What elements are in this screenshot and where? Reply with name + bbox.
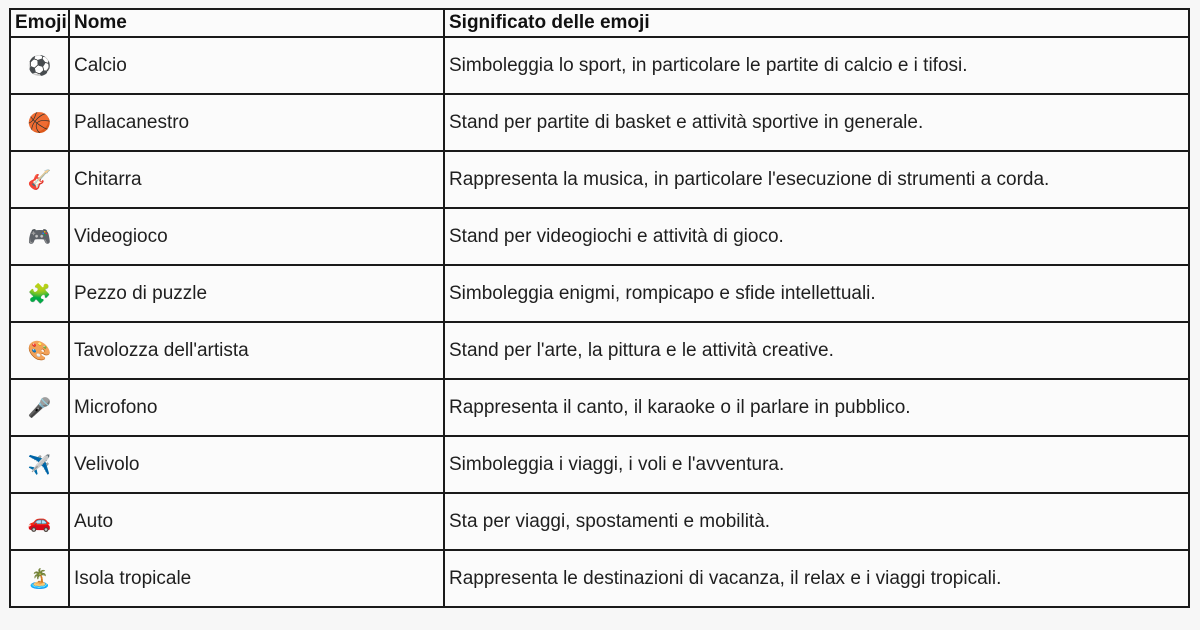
- emoji-cell: [10, 436, 69, 493]
- microphone-icon: 🎤: [27, 397, 52, 419]
- meaning-cell: Simboleggia i viaggi, i voli e l'avventura.: [444, 436, 1189, 493]
- header-emoji: Emoji: [10, 9, 69, 37]
- meaning-cell: Stand per l'arte, la pittura e le attività creative.: [444, 322, 1189, 379]
- automobile-icon: 🚗: [27, 511, 52, 533]
- emoji-cell: [10, 379, 69, 436]
- table-row: [10, 322, 1189, 379]
- meaning-cell: Simboleggia lo sport, in particolare le partite di calcio e i tifosi.: [444, 37, 1189, 94]
- emoji-cell: [10, 151, 69, 208]
- video-game-controller-icon: 🎮: [27, 226, 52, 248]
- meaning-cell: Rappresenta il canto, il karaoke o il parlare in pubblico.: [444, 379, 1189, 436]
- emoji-cell: [10, 322, 69, 379]
- airplane-icon: ✈️: [27, 454, 52, 476]
- meaning-cell: Stand per videogiochi e attività di gioco.: [444, 208, 1189, 265]
- emoji-cell: [10, 94, 69, 151]
- name-cell: Chitarra: [69, 151, 444, 208]
- puzzle-piece-icon: 🧩: [27, 283, 52, 305]
- name-cell: Pezzo di puzzle: [69, 265, 444, 322]
- table-row: [10, 379, 1189, 436]
- table-row: [10, 37, 1189, 94]
- emoji-cell: [10, 37, 69, 94]
- basketball-icon: 🏀: [27, 112, 52, 134]
- name-cell: Tavolozza dell'artista: [69, 322, 444, 379]
- name-cell: Isola tropicale: [69, 550, 444, 607]
- desert-island-icon: 🏝️: [27, 568, 52, 590]
- name-cell: Pallacanestro: [69, 94, 444, 151]
- meaning-cell: Simboleggia enigmi, rompicapo e sfide intellettuali.: [444, 265, 1189, 322]
- table-row: [10, 493, 1189, 550]
- table-row: [10, 151, 1189, 208]
- meaning-cell: Rappresenta le destinazioni di vacanza, il relax e i viaggi tropicali.: [444, 550, 1189, 607]
- emoji-cell: [10, 550, 69, 607]
- emoji-cell: [10, 265, 69, 322]
- table-header-row: [10, 9, 1189, 37]
- meaning-cell: Rappresenta la musica, in particolare l'esecuzione di strumenti a corda.: [444, 151, 1189, 208]
- name-cell: Calcio: [69, 37, 444, 94]
- meaning-cell: Sta per viaggi, spostamenti e mobilità.: [444, 493, 1189, 550]
- emoji-meanings-table: [9, 8, 1190, 608]
- table-row: [10, 436, 1189, 493]
- meaning-cell: Stand per partite di basket e attività sportive in generale.: [444, 94, 1189, 151]
- artist-palette-icon: 🎨: [27, 340, 52, 362]
- header-nome: Nome: [69, 9, 444, 37]
- name-cell: Velivolo: [69, 436, 444, 493]
- guitar-icon: 🎸: [27, 169, 52, 191]
- emoji-cell: [10, 208, 69, 265]
- table-row: [10, 94, 1189, 151]
- emoji-cell: [10, 493, 69, 550]
- table-row: [10, 265, 1189, 322]
- table-row: [10, 208, 1189, 265]
- table-row: [10, 550, 1189, 607]
- name-cell: Microfono: [69, 379, 444, 436]
- soccer-ball-icon: ⚽: [27, 55, 52, 77]
- name-cell: Auto: [69, 493, 444, 550]
- header-significato: Significato delle emoji: [444, 9, 1189, 37]
- name-cell: Videogioco: [69, 208, 444, 265]
